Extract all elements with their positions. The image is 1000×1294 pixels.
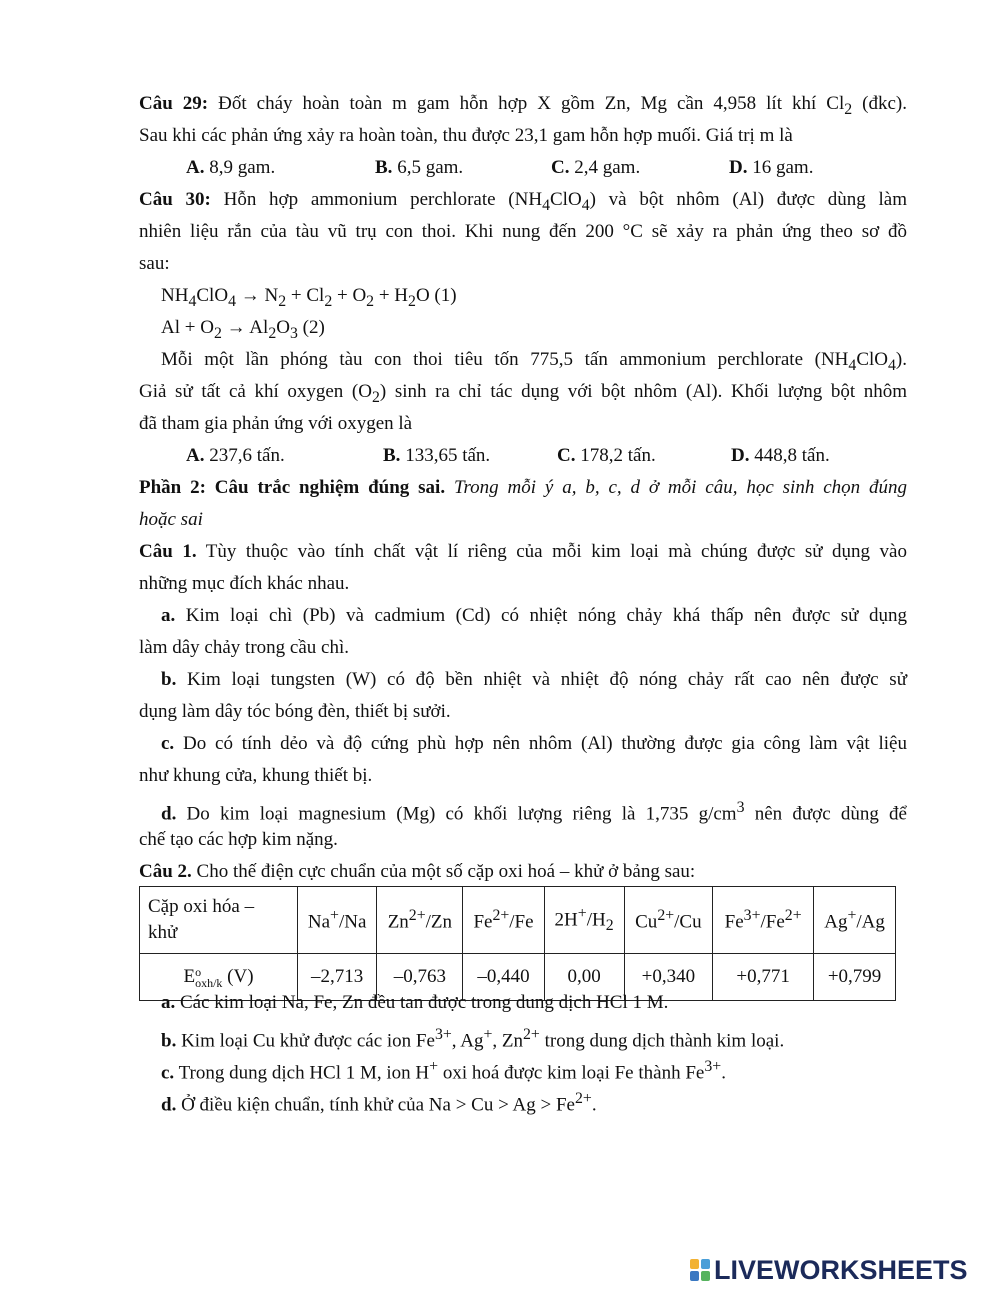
part2-instruction-2: hoặc sai [139, 509, 203, 530]
q30-label: Câu 30: [139, 189, 211, 210]
c1-line1: Câu 1. Tùy thuộc vào tính chất vật lí riêng của mỗi kim loại mà chúng được sử dụng vào [139, 541, 907, 562]
q30-option-c[interactable]: C. 178,2 tấn. [557, 445, 656, 466]
q30-option-b[interactable]: B. 133,65 tấn. [383, 445, 491, 466]
q30-line3: sau: [139, 253, 170, 274]
c1-statement-a-line1: a. Kim loại chì (Pb) và cadmium (Cd) có nhiệt nóng chảy khá thấp nên được sử dụng [161, 605, 907, 626]
q29-option-a[interactable]: A. 8,9 gam. [186, 157, 276, 178]
q29-option-c[interactable]: C. 2,4 gam. [551, 157, 641, 178]
c1-statement-c-line1: c. Do có tính dẻo và độ cứng phù hợp nên nhôm (Al) thường được gia công làm vật liệu [161, 733, 907, 754]
q30-paragraph-line1: Mỗi một lần phóng tàu con thoi tiêu tốn 775,5 tấn ammonium perchlorate $(NH_4ClO_4)$. [161, 349, 907, 374]
c2-intro: Câu 2. Cho thế điện cực chuẩn của một số cặp oxi hoá – khử ở bảng sau: [139, 861, 696, 882]
potential-ag: +0,799 [814, 954, 896, 1001]
liveworksheets-logo-icon [690, 1259, 712, 1283]
couple-cu: $Cu^{2+}/Cu$ [624, 887, 713, 954]
c2-label: Câu 2. [139, 861, 192, 882]
c1-statement-b-line1: b. Kim loại tungsten (W) có độ bền nhiệt và nhiệt độ nóng chảy rất cao nên được sử [161, 669, 907, 690]
table-header-potential: Eo oxh/k (V) [140, 954, 298, 1001]
liveworksheets-logo [690, 1252, 990, 1288]
potential-h: 0,00 [544, 954, 624, 1001]
couple-zn: $Zn^{2+}/Zn$ [377, 887, 463, 954]
couple-na: Na+/Na [298, 887, 377, 954]
q29-option-d[interactable]: D. 16 gam. [729, 157, 814, 178]
q29-option-b[interactable]: B. 6,5 gam. [375, 157, 464, 178]
q30-options [0, 443, 1000, 469]
c1-statement-d-line2: chế tạo các hợp kim nặng. [139, 829, 338, 850]
c1-statement-a-line2: làm dây chảy trong cầu chì. [139, 637, 349, 658]
potential-cu: +0,340 [624, 954, 713, 1001]
q30-option-d[interactable]: D. 448,8 tấn. [731, 445, 830, 466]
q30-option-a[interactable]: A. 237,6 tấn. [186, 445, 285, 466]
q30-paragraph-line2: Giả sử tất cả khí oxygen $(O_2)$ sinh ra chỉ tác dụng với bột nhôm (Al). Khối lượng bột nhôm [139, 381, 907, 406]
couple-ag: Ag+/Ag [814, 887, 896, 954]
c1-statement-c-line2: như khung cửa, khung thiết bị. [139, 765, 373, 786]
couple-h: $2H^+/H_2$ [544, 887, 624, 954]
c2-statement-b: b. Kim loại Cu khử được các ion $Fe^{3+}$, Ag+, $Zn^{2+}$ trong dung dịch thành kim loại. [161, 1026, 785, 1052]
q30-line2: nhiên liệu rắn của tàu vũ trụ con thoi. Khi nung đến 200 °C sẽ xảy ra phản ứng theo sơ đồ [139, 221, 907, 242]
q30-paragraph-line3: đã tham gia phản ứng với oxygen là [139, 413, 413, 434]
potential-fe: –0,440 [463, 954, 544, 1001]
potential-fe3-fe2: +0,771 [713, 954, 814, 1001]
c2-statement-d: d. Ở điều kiện chuẩn, tính khử của $Na > Cu > Ag > Fe^{2+}$. [161, 1090, 597, 1116]
c1-statement-b-line2: dụng làm dây tóc bóng đèn, thiết bị sưởi. [139, 701, 451, 722]
c1-statement-d-line1: d. Do kim loại magnesium (Mg) có khối lượng riêng là 1,735 $g/cm^3$ nên được dùng để [161, 799, 907, 825]
q29-line2: Sau khi các phản ứng xảy ra hoàn toàn, thu được 23,1 gam hỗn hợp muối. Giá trị m là [139, 125, 793, 146]
part2-title: Phần 2: Câu trắc nghiệm đúng sai. [139, 477, 446, 498]
q29-options [0, 155, 1000, 181]
part2-heading: Phần 2: Câu trắc nghiệm đúng sai. Trong mỗi ý a, b, c, d ở mỗi câu, học sinh chọn đúng [139, 477, 907, 498]
q30-equation-2: $Al + O_2 \to Al_2O_3$ (2) [161, 317, 325, 342]
couple-fe: $Fe^{2+}/Fe$ [463, 887, 544, 954]
q30-line1: Câu 30: Hỗn hợp ammonium perchlorate $(NH_4ClO_4)$ và bột nhôm (Al) được dùng làm [139, 189, 907, 214]
potential-na: –2,713 [298, 954, 377, 1001]
q30-equation-1: $NH_4ClO_4 \to N_2 + Cl_2 + O_2 + H_2O$ (1) [161, 285, 457, 310]
electrode-potential-table [139, 886, 896, 1001]
liveworksheets-logo-text: LIVEWORKSHEETS [714, 1255, 968, 1285]
table-row [140, 887, 896, 954]
table-header-couple: Cặp oxi hóa – khử [140, 887, 298, 954]
couple-fe3-fe2: $Fe^{3+}/Fe^{2+}$ [713, 887, 814, 954]
c2-statement-a: a. Các kim loại Na, Fe, Zn đều tan được trong dung dịch HCl 1 M. [161, 992, 669, 1013]
c1-line2: những mục đích khác nhau. [139, 573, 350, 594]
c1-label: Câu 1. [139, 541, 197, 562]
potential-zn: –0,763 [377, 954, 463, 1001]
q29-line1: Câu 29: Đốt cháy hoàn toàn m gam hỗn hợp X gồm Zn, Mg cần 4,958 lít khí $Cl_2$ (đkc). [139, 93, 908, 118]
q29-label: Câu 29: [139, 93, 209, 114]
c2-statement-c: c. Trong dung dịch HCl 1 M, ion H+ oxi hoá được kim loại Fe thành $Fe^{3+}$. [161, 1058, 726, 1084]
